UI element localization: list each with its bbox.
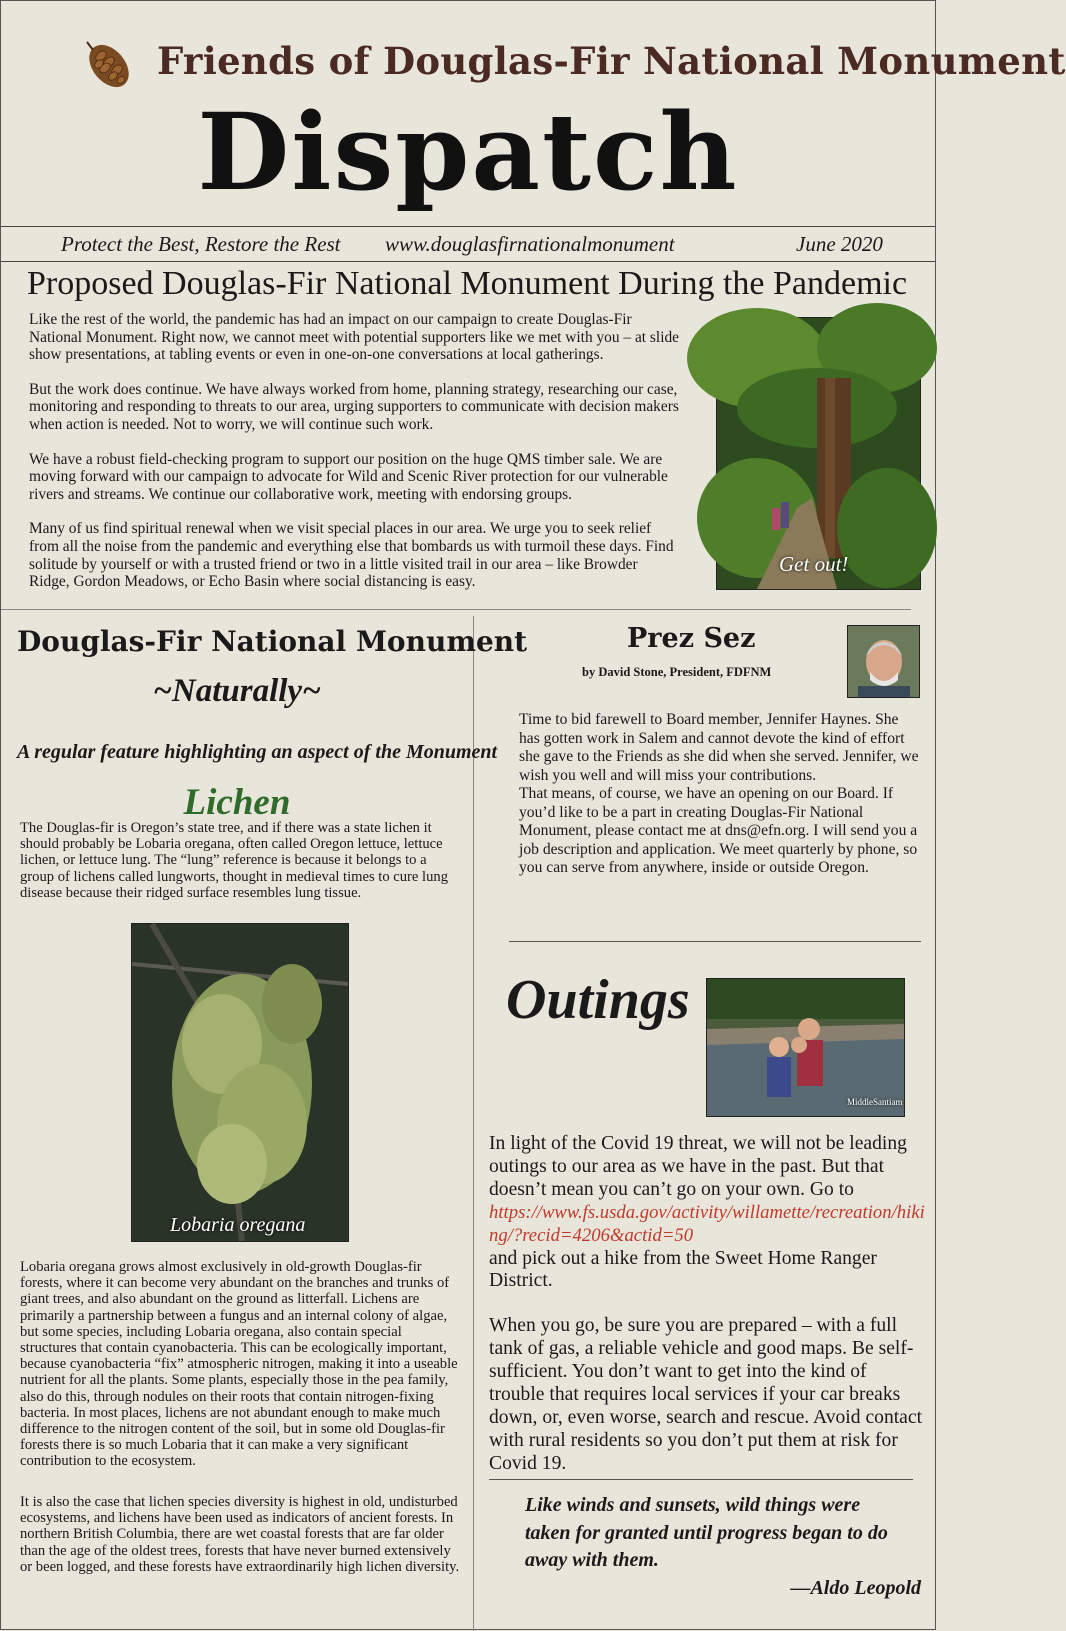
lead-paragraph: Many of us find spiritual renewal when we visit special places in our area. We urge you to seek relief from all the noise from the pandemic and everything else that bombards us with turmoil these days. Find solitude by yourself or with a trusted friend or two in a little visited trail in our area – like Browder Ridge, Gordon Meadows, or Echo Basin where social distancing is easy. — [29, 520, 674, 591]
outings-paragraph: When you go, be sure you are prepared – with a full tank of gas, a reliable vehicle and good maps. Be self-sufficient. You don’t want to get into the kind of trouble that requires local services if your car breaks down, or, even worse, search and rescue. Avoid contact with rural residents so you don’t put them at risk for Covid 19. — [489, 1315, 923, 1474]
prez-heading: Prez Sez — [627, 623, 756, 654]
lichen-image — [132, 924, 348, 1241]
lead-paragraph: But the work does continue. We have always worked from home, planning strategy, researching our case, monitoring and responding to threats to our area, urging supporters to communicate with decision makers when action is needed. Not to worry, we will continue such work. — [29, 380, 679, 433]
outings-article — [489, 1133, 925, 1498]
forest-trail-image — [717, 318, 920, 589]
pinecone-icon — [79, 36, 139, 91]
photo-caption: Get out! — [779, 552, 849, 576]
outings-after-link: and pick out a hike from the Sweet Home Ranger District. — [489, 1247, 877, 1292]
trail-photo — [716, 317, 921, 590]
lead-paragraph: We have a robust field-checking program to support our position on the huge QMS timber sale. We are moving forward with our campaign to advocate for Wild and Scenic River protection for our vulnerable rivers and streams. We continue our collaborative work, meeting with endorsing groups. — [29, 450, 668, 503]
quote-author: —Aldo Leopold — [790, 1577, 921, 1599]
photo-caption: Lobaria oregana — [170, 1214, 306, 1236]
website-link[interactable]: www.douglasfirnationalmonument — [385, 232, 675, 256]
photo-credit: MiddleSantiam — [847, 1097, 903, 1107]
section-divider — [489, 1479, 913, 1480]
newsletter-title: Dispatch — [197, 89, 739, 214]
issue-date: June 2020 — [796, 232, 883, 256]
lichen-paragraph: Lobaria oregana grows almost exclusively in old-growth Douglas-fir forests, where it can become very abundant on the branches and trunks of giant trees, and also abundant on the ground as litterfall. Lichens are primarily a partnership between a fungus and an internal colony of algae, but some species, including Lobaria oregana, also contain special structures that contain cyanobacteria. This can be ecologically important, because cyanobacteria “fix” atmospheric nitrogen, making it into a useable nutrient for all the plants. Some plants, especially those in the pea family, also do this, through nodules on their roots that contain nitrogen-fixing bacteria. In most places, lichens are not abundant enough to make much difference to the nitrogen content of the soil, but in some old Douglas-fir forests there is so much Lobaria that it can make a very significant contribution to the ecosystem. — [20, 1259, 458, 1470]
outings-photo — [706, 978, 905, 1117]
lead-article — [29, 311, 679, 608]
column-divider — [473, 616, 474, 1631]
hiking-link[interactable]: https://www.fs.usda.gov/activity/willamette/recreation/hiking/?recid=4206&actid=50 — [489, 1201, 925, 1246]
masthead — [1, 1, 1066, 227]
outings-intro: In light of the Covid 19 threat, we will not be leading outings to our area as we have in the past. But that doesn’t mean you can’t go on your own. Go to — [489, 1133, 907, 1200]
lead-paragraph: Like the rest of the world, the pandemic has had an impact on our campaign to create Douglas-Fir National Monument. Right now, we cannot meet with potential supporters like we met with you – at slide show presentations, at tabling events or even in one-on-one conversations at local gatherings. — [29, 311, 679, 364]
president-portrait — [848, 626, 919, 697]
section-divider — [509, 941, 921, 942]
topic-heading: Lichen — [183, 782, 291, 823]
tagline-bar — [1, 227, 935, 262]
lead-headline: Proposed Douglas-Fir National Monument During the Pandemic — [27, 265, 908, 302]
feature-description: A regular feature highlighting an aspect of the Monument — [17, 741, 498, 763]
naturally-heading: Douglas-Fir National Monument — [17, 625, 528, 658]
lichen-photo — [131, 923, 349, 1242]
section-divider — [1, 609, 911, 610]
motto: Protect the Best, Restore the Rest — [61, 232, 341, 256]
org-name: Friends of Douglas-Fir National Monument — [157, 39, 1066, 83]
outings-paragraph — [489, 1133, 925, 1293]
lichen-paragraph: It is also the case that lichen species diversity is highest in old, undisturbed ecosystems, and lichens have been used as indicators of ancient forests. In northern British Columbia, there are wet coastal forests that are far older than the age of the oldest trees, forests that have never burned extensively or been logged, and these forests have extraordinarily high lichen diversity. — [20, 1494, 460, 1575]
naturally-subtitle: ~Naturally~ — [153, 673, 321, 709]
prez-byline: by David Stone, President, FDFNM — [582, 665, 772, 679]
avatar — [847, 625, 920, 698]
outings-heading: Outings — [506, 969, 690, 1031]
prez-article: Time to bid farewell to Board member, Jennifer Haynes. She has gotten work in Salem and cannot devote the kind of effort she gave to the Friends as she did when she served. Jennifer, we wish you well and will miss your contributions. That means, of course, we have an opening on our Board. If you’d like to be a part in creating Douglas-Fir National Monument, please contact me at dns@efn.org. I will send you a job description and application. We meet quarterly by phone, so you can serve from anywhere, inside or outside Oregon. — [519, 711, 919, 876]
children-river-image — [707, 979, 904, 1116]
quote-text: Like winds and sunsets, wild things were taken for granted until progress began to do away with them. — [525, 1494, 888, 1571]
lichen-paragraph: The Douglas-fir is Oregon’s state tree, and if there was a state lichen it should probably be Lobaria oregana, often called Oregon lettuce, lettuce lichen, or lettuce lung. The “lung” reference is because it belongs to a group of lichens called lungworts, thought in medieval times to cure lung disease because their ridged surface resembles lung tissue. — [20, 820, 448, 901]
